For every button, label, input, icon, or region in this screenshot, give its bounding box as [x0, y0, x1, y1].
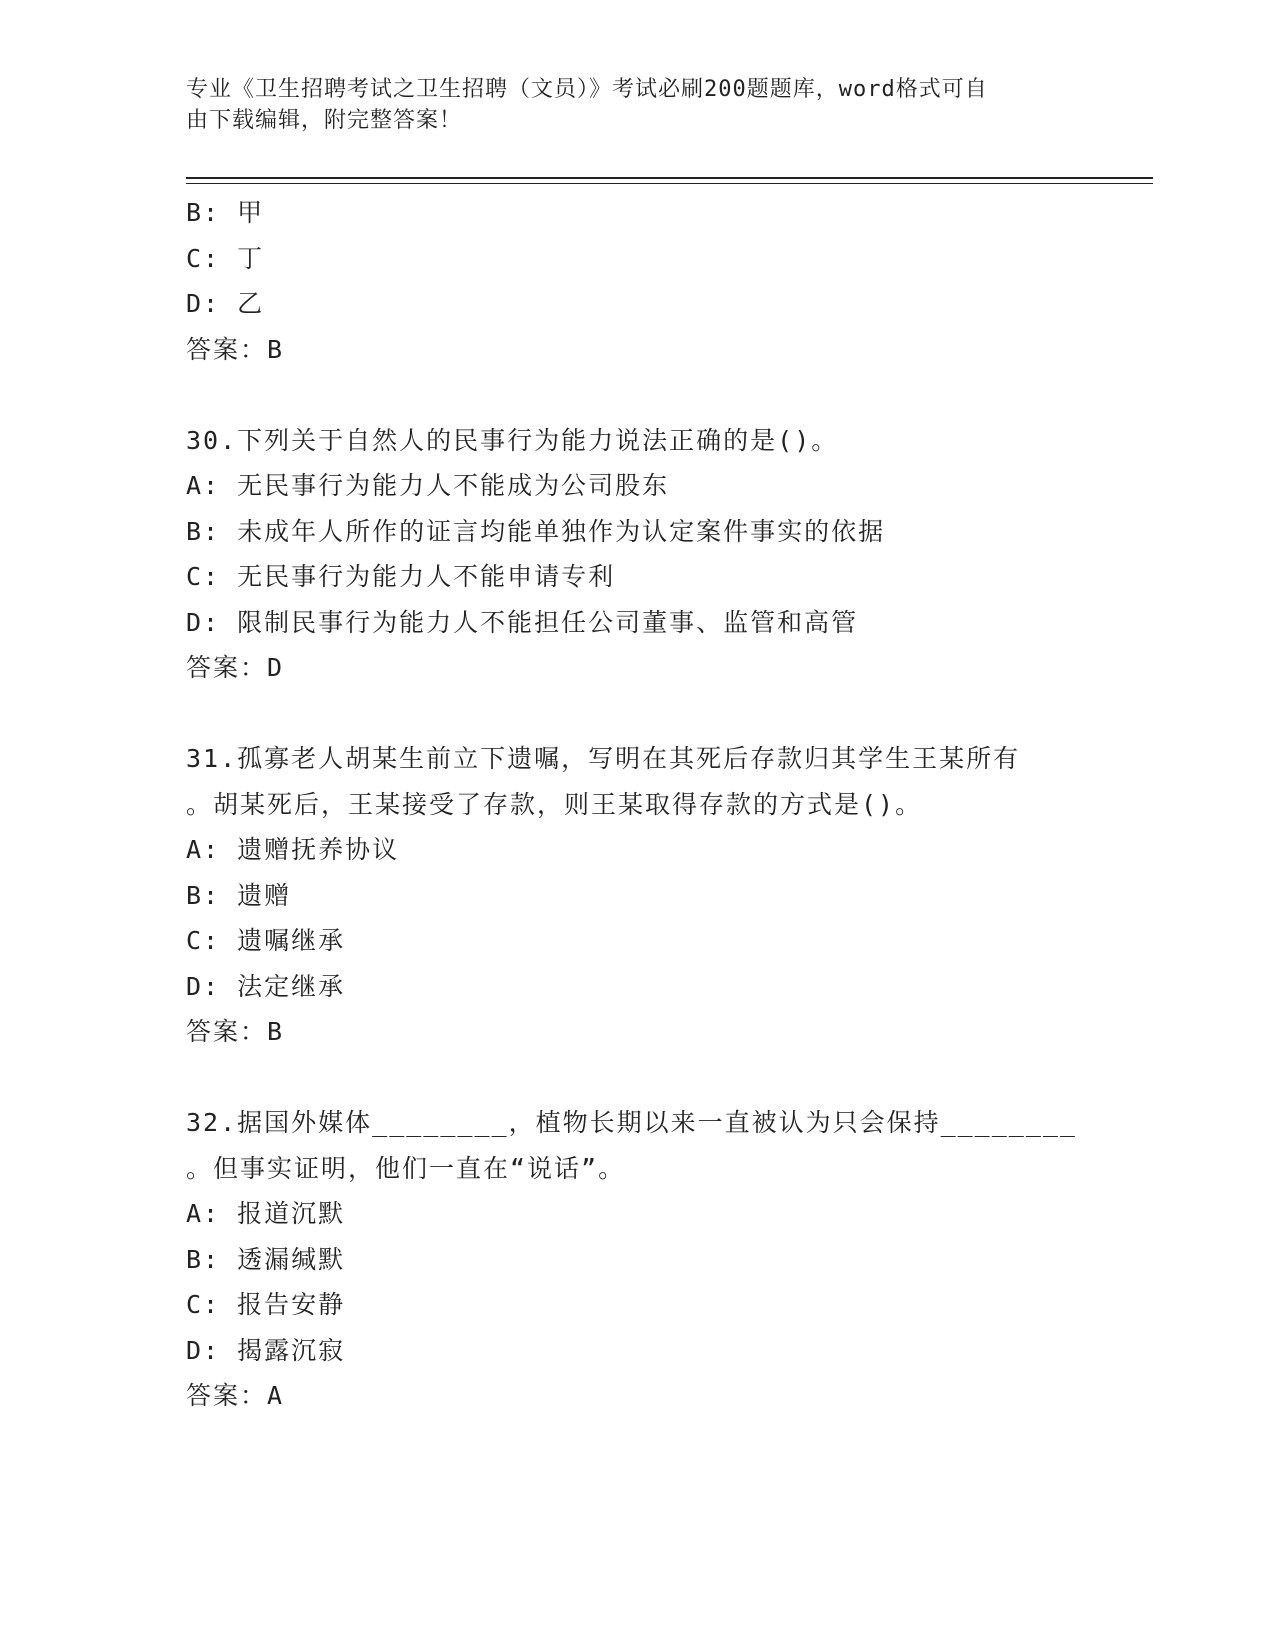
question-stem: 30.下列关于自然人的民事行为能力说法正确的是()。	[186, 425, 839, 455]
header-line: 专业《卫生招聘考试之卫生招聘（文员）》考试必刷200题题库，word格式可自	[186, 77, 988, 102]
option-c: C: 无民事行为能力人不能申请专利	[186, 562, 616, 591]
question-list	[186, 190, 1086, 1419]
option-a: A: 遗赠抚养协议	[186, 835, 400, 864]
spacer	[186, 372, 1086, 418]
option-c: C: 遗嘱继承	[186, 926, 346, 955]
question-stem: 31.孤寡老人胡某生前立下遗嘱，写明在其死后存款归其学生王某所有	[186, 744, 1021, 773]
answer-line: 答案：A	[186, 1381, 285, 1410]
question-32	[186, 1100, 1086, 1419]
option-d: D: 法定继承	[186, 971, 346, 1001]
question-prev	[186, 190, 1086, 372]
spacer	[186, 691, 1086, 737]
question-stem-continued: 。胡某死后，王某接受了存款，则王某取得存款的方式是()。	[186, 789, 923, 819]
answer-line: 答案：B	[186, 1017, 285, 1046]
option-d: D: 揭露沉寂	[186, 1335, 346, 1365]
option-b: B: 遗赠	[186, 880, 292, 910]
answer-line: 答案：D	[186, 653, 285, 682]
page-header	[186, 74, 1086, 136]
option-d: D: 限制民事行为能力人不能担任公司董事、监管和高管	[186, 607, 859, 637]
option-b: B: 未成年人所作的证言均能单独作为认定案件事实的依据	[186, 516, 886, 546]
header-divider-thin	[186, 183, 1153, 184]
question-30	[186, 418, 1086, 691]
option-b: B: 甲	[186, 198, 265, 227]
option-a: A: 报道沉默	[186, 1199, 346, 1228]
question-31	[186, 736, 1086, 1055]
option-c: C: 报告安静	[186, 1290, 346, 1319]
question-stem-continued: 。但事实证明，他们一直在“说话”。	[186, 1153, 626, 1183]
header-line: 由下载编辑，附完整答案！	[186, 108, 463, 133]
question-stem: 32.据国外媒体________，植物长期以来一直被认为只会保持________	[186, 1108, 1077, 1137]
option-a: A: 无民事行为能力人不能成为公司股东	[186, 471, 670, 500]
spacer	[186, 1055, 1086, 1101]
option-c: C: 丁	[186, 243, 265, 273]
option-d: D: 乙	[186, 289, 265, 318]
answer-line: 答案：B	[186, 334, 285, 364]
header-divider	[186, 177, 1153, 179]
option-b: B: 透漏缄默	[186, 1244, 346, 1274]
